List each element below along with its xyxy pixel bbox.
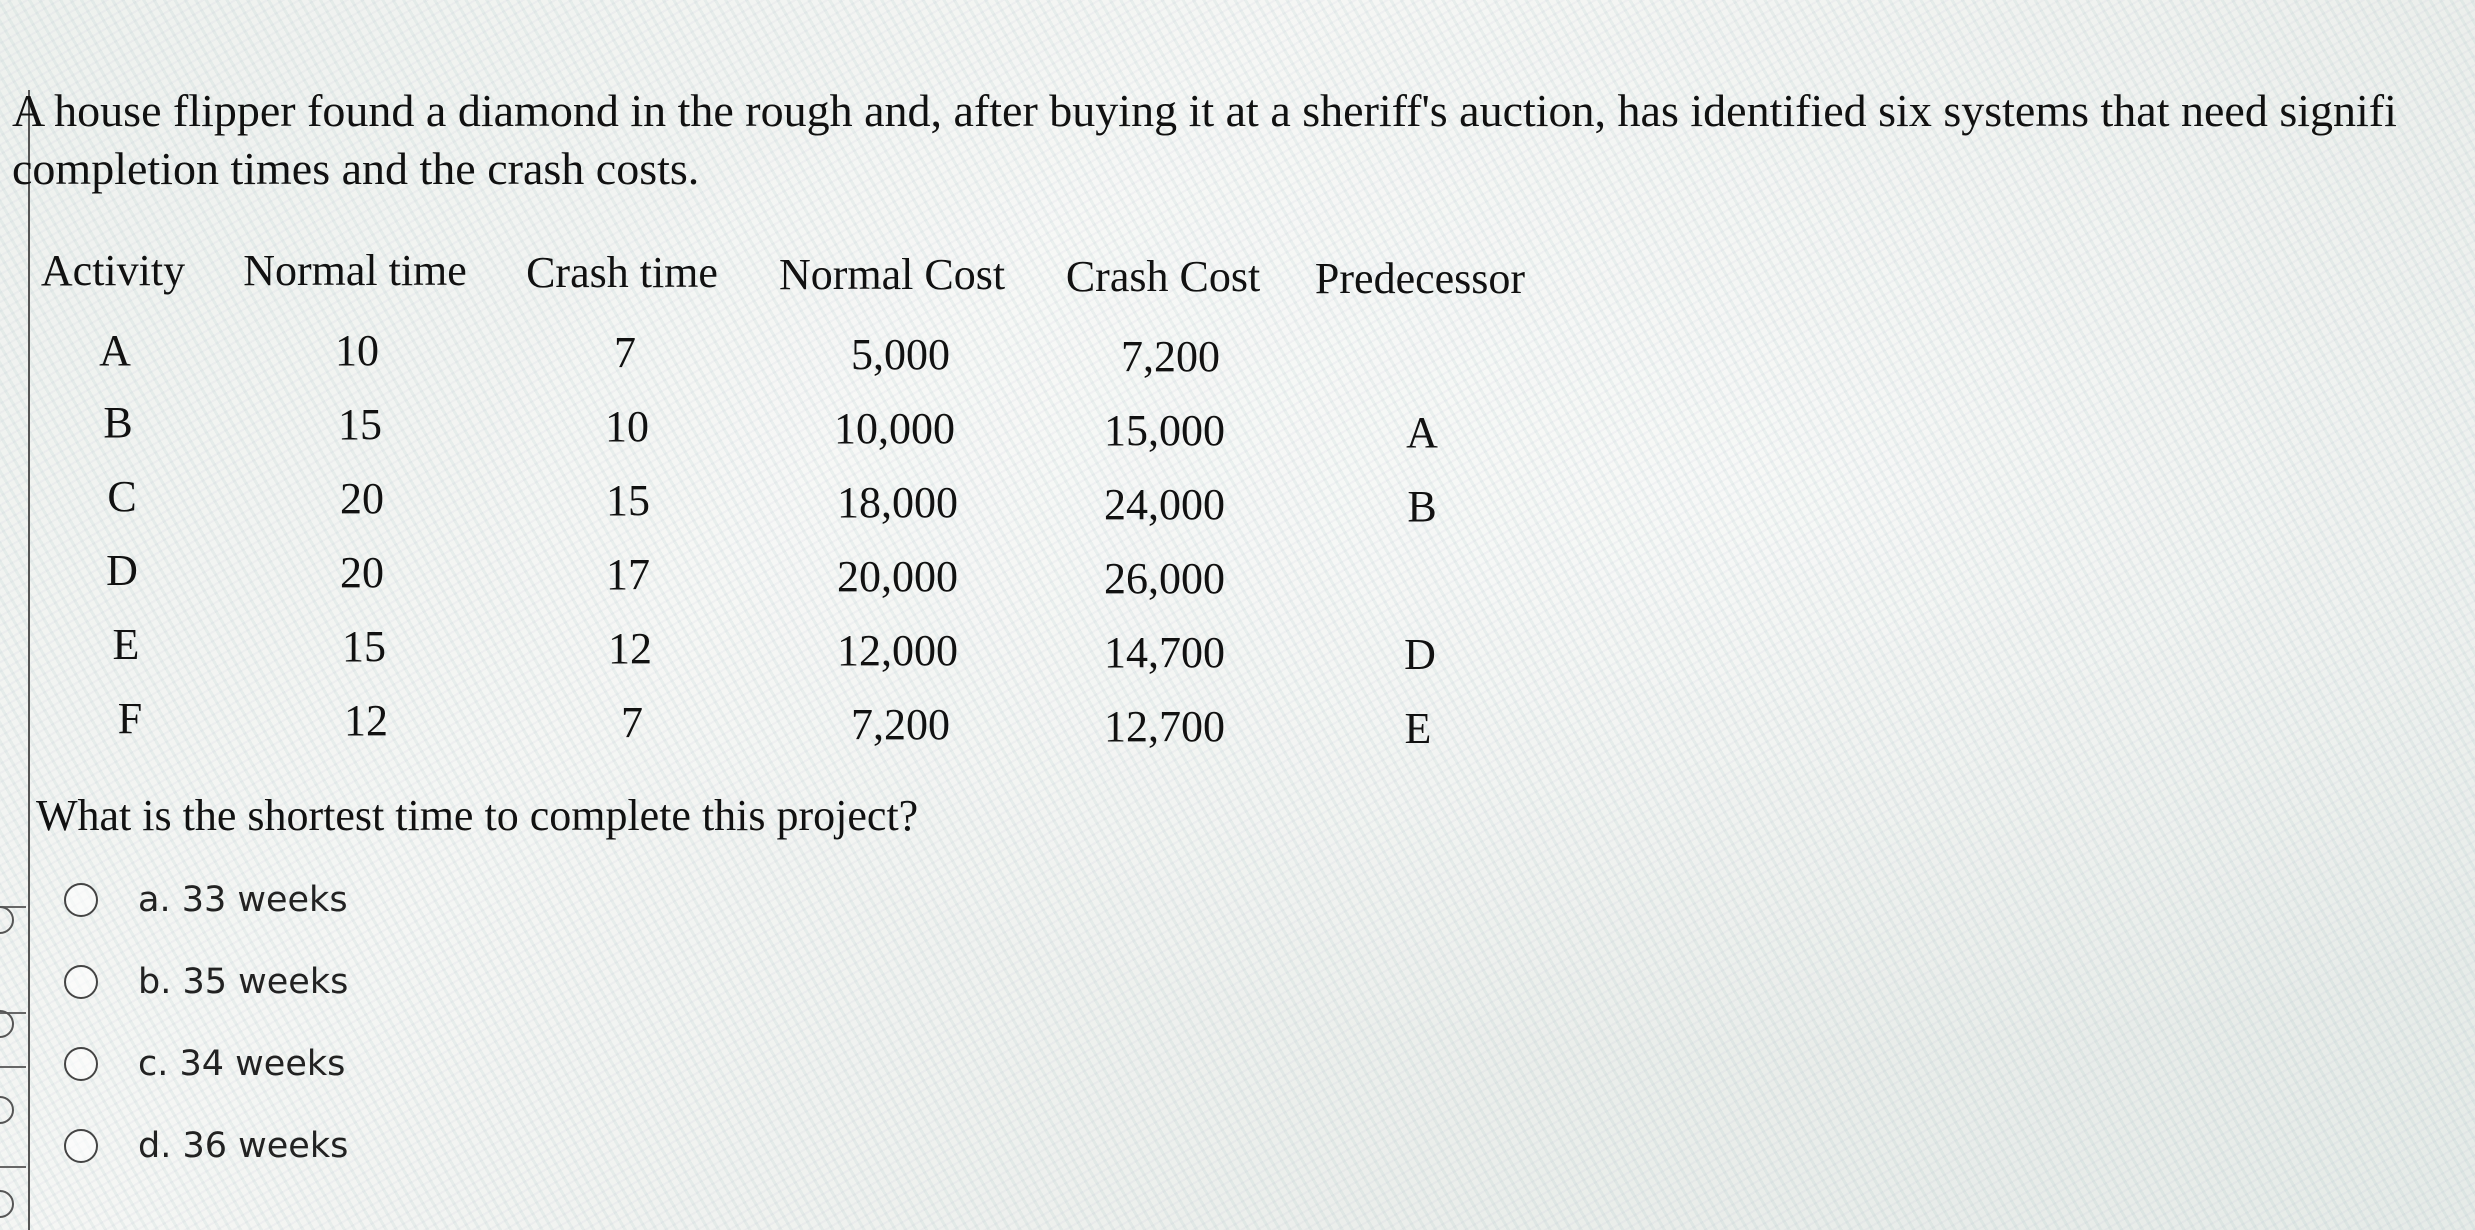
header-normal-time: Normal time: [243, 246, 467, 295]
row-c-crash-time: 15: [606, 476, 650, 525]
border-arc: [0, 1190, 14, 1218]
row-e-crash-time: 12: [608, 624, 652, 673]
row-f-crash-time: 7: [621, 698, 643, 747]
border-tick: [0, 1166, 26, 1168]
row-a-normal-cost: 5,000: [851, 330, 950, 379]
row-f-normal-cost: 7,200: [851, 700, 950, 749]
row-d-crash-time: 17: [606, 550, 650, 599]
header-crash-cost: Crash Cost: [1065, 252, 1261, 301]
option-c[interactable]: [64, 1044, 345, 1084]
row-d-crash-cost: 26,000: [1104, 554, 1225, 603]
option-b[interactable]: [64, 962, 348, 1002]
row-e-crash-cost: 14,700: [1104, 628, 1225, 677]
row-e-normal-time: 15: [342, 622, 386, 671]
header-activity: Activity: [40, 246, 186, 295]
row-c-crash-cost: 24,000: [1104, 480, 1225, 529]
row-a-activity: A: [99, 326, 131, 375]
row-b-crash-cost: 15,000: [1104, 406, 1225, 455]
row-b-crash-time: 10: [605, 402, 649, 451]
option-a[interactable]: [64, 880, 348, 920]
radio-button-icon[interactable]: [64, 965, 98, 999]
row-a-crash-cost: 7,200: [1121, 332, 1220, 381]
question-line-1: A house flipper found a diamond in the rough and, after buying it at a sheriff's auction, has identified six systems that need signifi: [12, 85, 2397, 136]
row-a-normal-time: 10: [335, 326, 379, 375]
question-prompt: What is the shortest time to complete this project?: [36, 791, 919, 840]
question-line-2: completion times and the crash costs.: [12, 143, 700, 194]
option-d-label: d. 36 weeks: [138, 1126, 349, 1166]
row-e-activity: E: [112, 620, 140, 669]
row-e-predecessor: D: [1404, 630, 1436, 679]
border-tick: [0, 1066, 26, 1068]
radio-button-icon[interactable]: [64, 1129, 98, 1163]
option-a-label: a. 33 weeks: [138, 880, 348, 920]
radio-button-icon[interactable]: [64, 1047, 98, 1081]
row-f-crash-cost: 12,700: [1104, 702, 1225, 751]
border-arc: [0, 906, 14, 934]
row-c-activity: C: [107, 472, 137, 521]
row-d-activity: D: [106, 546, 138, 595]
row-d-normal-cost: 20,000: [837, 552, 958, 601]
row-b-predecessor: A: [1406, 408, 1438, 457]
row-e-normal-cost: 12,000: [837, 626, 958, 675]
header-predecessor: Predecessor: [1314, 254, 1526, 303]
row-f-predecessor: E: [1404, 704, 1432, 753]
row-a-crash-time: 7: [614, 328, 636, 377]
row-f-normal-time: 12: [344, 696, 388, 745]
activity-table: [0, 245, 1600, 785]
radio-button-icon[interactable]: [64, 883, 98, 917]
row-f-activity: F: [117, 694, 143, 743]
border-arc: [0, 1096, 14, 1124]
header-crash-time: Crash time: [526, 248, 718, 297]
option-b-label: b. 35 weeks: [138, 962, 349, 1002]
row-d-normal-time: 20: [340, 548, 384, 597]
row-c-predecessor: B: [1407, 482, 1437, 531]
row-c-normal-cost: 18,000: [837, 478, 958, 527]
row-b-normal-cost: 10,000: [834, 404, 955, 453]
row-b-activity: B: [103, 398, 133, 447]
header-normal-cost: Normal Cost: [778, 250, 1006, 299]
question-text: [12, 82, 2472, 198]
row-c-normal-time: 20: [340, 474, 384, 523]
border-arc: [0, 1010, 14, 1038]
option-d[interactable]: [64, 1126, 348, 1166]
option-c-label: c. 34 weeks: [138, 1044, 346, 1084]
row-b-normal-time: 15: [338, 400, 382, 449]
